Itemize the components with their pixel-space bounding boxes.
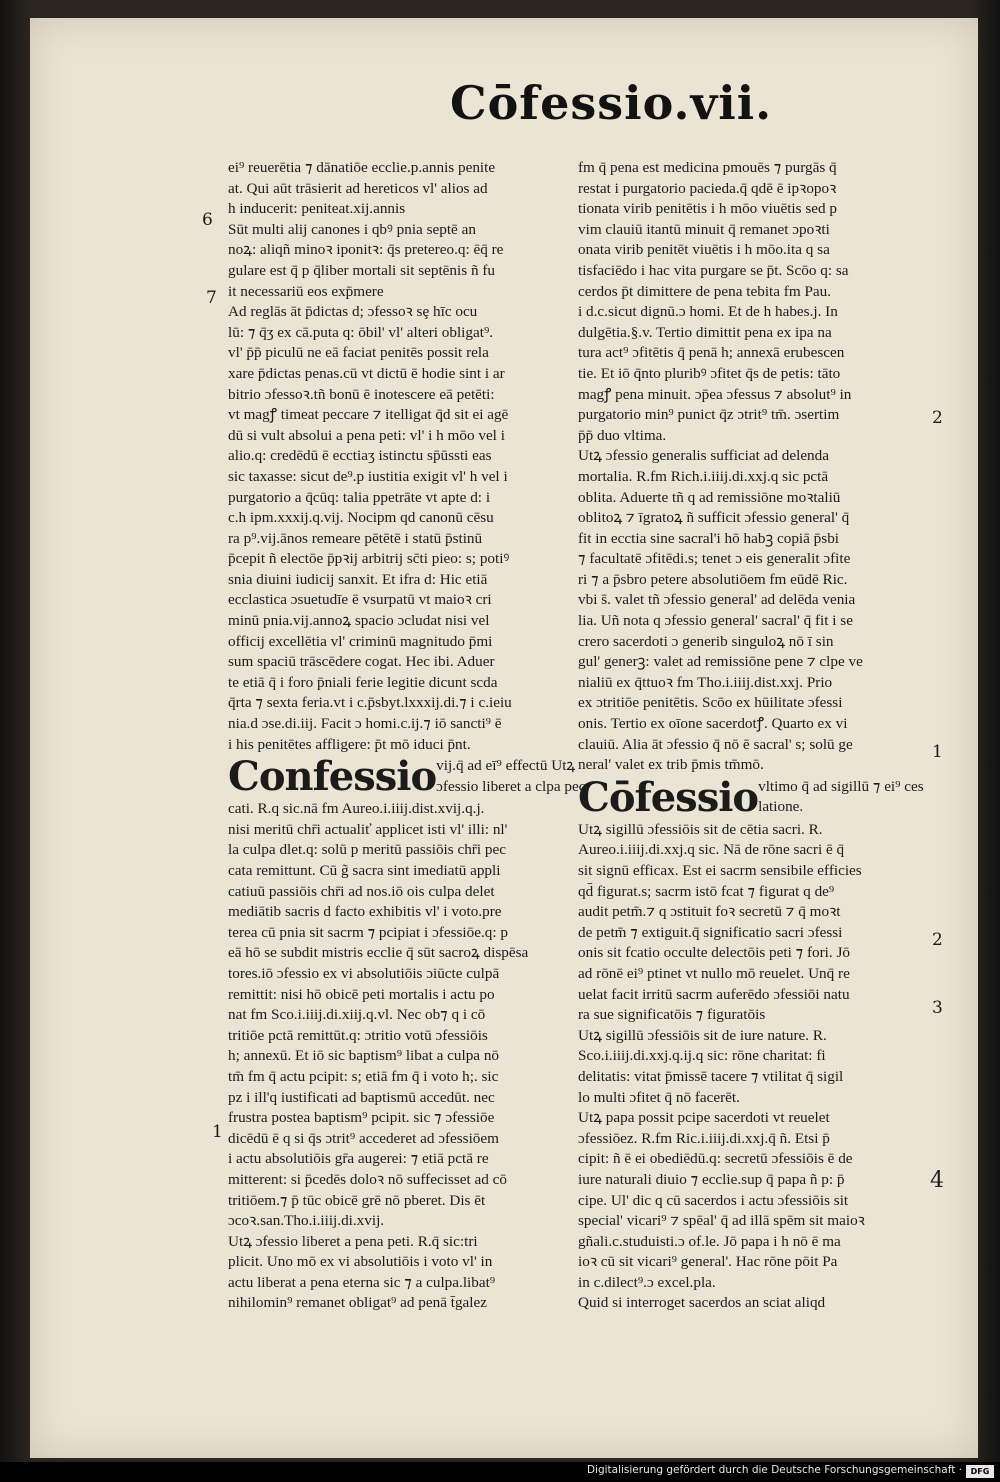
text-line: c.h ipm.xxxij.q.vij. Nocipm qd canonū cēsu [228, 509, 494, 527]
text-line: i his penitētes affligere: p̄t mō iduci p̄nt. [228, 735, 471, 753]
text-line: noꝝ: aliqñ minoꝛ iponitꝛ: q̄s pretereo.q: ēq̄ re [228, 241, 504, 259]
text-line: minū pnia.vij.annoꝝ spacio ɔcludat nisi vel [228, 612, 490, 630]
text-line: plicit. Uno mō ex vi absolutiōis i voto vl' in [228, 1253, 493, 1271]
text-line: ra p⁹.vij.ānos remeare pētētē i statū p̄stinū [228, 529, 483, 547]
text-line: Utꝝ ɔfessio generalis sufficiat ad delenda [578, 447, 829, 465]
text-line: p̄cepit ñ electōe p̄pꝛij arbitrij sc̄ti pieo: s; potiꝰ [228, 550, 510, 568]
text-line: bitrio ɔfessoꝛ.tñ bonū ē inotescere eā petēti: [228, 385, 495, 403]
text-line: h; annexū. Et iō sic baptism⁹ libat a culpa nō [228, 1047, 500, 1065]
text-line: de petm̄ ⁊ extiguit.q̄ significatio sacri ɔfessi [578, 923, 843, 941]
text-line: i actu absolutiōis gr̄a augerei: ⁊ etiā pctā re [228, 1150, 489, 1168]
text-line: ri ⁊ a p̄sbro petere absolutiōem fm eūdē Ric. [578, 570, 848, 588]
heading-continuation: vij.q̄ ad eī⁹ effectū Utꝝ ɔfessio liberet a clpa pec [436, 757, 586, 795]
text-line: gul' generꝫ: valet ad remissiōne pene ⁊ clpe ve [578, 653, 863, 671]
text-line: cata remittunt. Cū g̃ sacra sint imediatū appli [228, 862, 501, 879]
text-line: dicēdū ē q si q̄s ɔtrit⁹ accederet ad ɔfessiōem [228, 1129, 499, 1147]
margin-number-1-left: 1 [212, 1122, 223, 1142]
text-line: clauiū. Alia āt ɔfessio q̄ nō ē sacral' s; solū ge [578, 735, 853, 753]
margin-number-2-right: 2 [932, 408, 943, 428]
heading-continuation-right: vltimo q̄ ad sigillū ⁊ ei⁹ ces latione. [758, 777, 924, 816]
text-line: mortalia. R.fm Rich.i.iiij.di.xxj.q sic pctā [578, 467, 829, 485]
margin-number-1-right: 1 [932, 742, 943, 762]
text-line: in c.dilect⁹.ɔ excel.pla. [578, 1273, 716, 1291]
text-line: ad rōnē ei⁹ ptinet vt nullo mō reuelet. Unq̄ re [578, 964, 850, 982]
text-line: sit signū efficax. Est ei sacrm sensibile efficies [578, 862, 862, 879]
text-line: restat i purgatorio pacieda.q̄ qdē ē ipꝛopoꝛ [578, 179, 837, 197]
right-section-heading [578, 773, 928, 821]
text-line: Utꝝ sigillū ɔfessiōis sit de iure nature. R. [578, 1026, 827, 1044]
text-line: lo multi ɔfitet q̄ nō facerēt. [578, 1088, 740, 1106]
text-line: Sco.i.iiij.di.xxj.q.ij.q sic: rōne charitat: fi [578, 1047, 826, 1065]
text-line: tm̄ fm q̄ actu pcipit: s; etiā fm q̄ i voto h;. sic [228, 1067, 499, 1085]
text-line: vl' p̄p̄ piculū ne eā faciat penitēs possit rela [228, 344, 489, 362]
text-line: i d.c.sicut dignū.ɔ homi. Et de h habes.j. In [578, 303, 838, 321]
text-line: nat fm Sco.i.iiij.di.xiij.q.vl. Nec ob⁊ q i cō [228, 1006, 486, 1024]
text-line: tritiōe pctā remittūt.q: ɔtritio votū ɔfessiōis [228, 1026, 488, 1044]
text-line: cipit: ñ ē ei obediēdū.q: secretū ɔfessiōis ē de [578, 1150, 853, 1168]
text-line: dulgētia.§.v. Tertio dimittit pena ex ipa na [578, 323, 832, 341]
text-line: sum spaciū trāscēdere cogat. Hec ibi. Aduer [228, 653, 495, 671]
book-page [30, 18, 978, 1458]
text-line: cati. R.q sic.nā fm Aureo.i.iiij.dist.xvij.q.j. [228, 800, 485, 818]
dfg-logo-icon: DFG [966, 1465, 994, 1478]
text-line: oblita. Aduerte tñ q ad remissiōne moꝛtaliū [578, 488, 841, 506]
text-line: terea cū pnia sit sacrm ⁊ pcipiat i ɔfessiōe.q: p [228, 923, 508, 941]
text-line: alio.q: credēdū ē ecctiaʒ istinctu sp̄ūssti eas [228, 447, 492, 465]
text-line: neral' valet ex trib p̄mis tm̄mō. [578, 756, 764, 774]
text-line: nihilomin⁹ remanet obligat⁹ ad penā t̄galez [228, 1294, 487, 1312]
text-line: ɔcoꝛ.san.Tho.i.iiij.di.xvij. [228, 1212, 385, 1230]
text-line: actu liberat a pena eterna sic ⁊ a culpa.libat⁹ [228, 1273, 496, 1291]
dfg-credit-text: Digitalisierung gefördert durch die Deutsche Forschungsgemeinschaft · [586, 1464, 962, 1476]
text-line: tritiōem.⁊ p̄ tūc obicē grē nō pberet. Dis ēt [228, 1191, 486, 1209]
text-line: nia.d ɔse.di.iij. Facit ɔ homi.c.ij.⁊ iō sancti⁹ ē [228, 715, 502, 733]
text-line: ex ɔtritiōe penitētis. Scōo ex hūilitate ɔfessi [578, 694, 843, 712]
text-line: fm q̄ pena est medicina pmouēs ⁊ purgās q̄ [578, 159, 837, 176]
text-line: ei⁹ reuerētia ⁊ dānatiōe ecclie.p.annis penite [228, 159, 496, 176]
text-line: gñali.c.studuisti.ɔ of.le. Jō papa i h nō ē ma [578, 1232, 841, 1250]
text-line: tores.iō ɔfessio ex vi absolutiōis ɔiūcte culpā [228, 964, 500, 982]
text-line: onis sit fcatio occulte delectōis peti ⁊ fori. Jō [578, 944, 850, 962]
text-line: lia. Uñ nota q ɔfessio general' sacral' q̄ fit i se [578, 612, 853, 630]
text-line: at. Qui aūt trāsierit ad hereticos vl' alios ad [228, 179, 488, 197]
dfg-footer-bar [0, 1462, 1000, 1482]
text-line: sic taxasse: sicut de⁹.p iustitia exigit vl' h vel i [228, 467, 508, 485]
text-line: qd̄ figurat.s; sacrm istō fcat ⁊ figurat q de⁹ [578, 882, 835, 900]
text-line: delitatis: vitat p̄missē tacere ⁊ vtilitat q̄ sigil [578, 1067, 844, 1085]
right-text-column [578, 158, 928, 1314]
left-column-paragraphs-continued [228, 799, 564, 1314]
text-line: purgatorio a q̄cūq: talia ppetrāte vt apte d: i [228, 488, 491, 506]
text-line: iure naturali diuio ⁊ ecclie.sup q̄ papa ñ p: p̄ [578, 1170, 845, 1188]
text-line: vbi s̄. valet tñ ɔfessio general' ad delēda venia [578, 591, 856, 609]
text-line: ɔfessiōez. R.fm Ric.i.iiij.di.xxj.q̄ ñ. Etsi p̄ [578, 1129, 830, 1147]
text-line: oblitoꝝ ⁊ īgratoꝝ ñ sufficit ɔfessio general' q̄ [578, 509, 850, 527]
margin-number-6: 6 [202, 210, 213, 230]
text-line: p̄p̄ duo vltima. [578, 426, 667, 444]
right-column-general-confession [578, 446, 928, 776]
text-line: te etiā q̄ i foro p̄niali ferie legitie dicunt scda [228, 673, 498, 691]
text-line: crero sacerdoti ɔ generib singuloꝝ nō ī sin [578, 632, 834, 650]
text-line: remittit: nisi hō obicē peti mortalis i actu po [228, 985, 495, 1003]
text-line: onis. Tertio ex oīone sacerdotꝭ. Quarto ex vi [578, 715, 848, 733]
text-line: q̄rta ⁊ sexta feria.vt i c.p̄sbyt.lxxxij.di.⁊ i c.ieiu [228, 694, 512, 712]
text-line: tionata virib penitētis i h mōo viuētis sed p [578, 200, 837, 218]
text-line: ⁊ facultatē ɔfitēdi.s; tenet ɔ eis generalit ɔfite [578, 550, 851, 568]
text-line: Utꝝ ɔfessio liberet a pena peti. R.q̄ sic:tri [228, 1232, 478, 1250]
text-line: catiuū passiōis chr̄i ad nos.iō ois culpa delet [228, 882, 495, 900]
text-line: eā hō se subdit mistris ecclie q̄ sūt sacroꝝ dispēsa [228, 944, 529, 962]
text-line: magꝭ pena minuit. ɔp̄ea ɔfessus ⁊ absolut⁹ in [578, 385, 852, 403]
text-line: lū: ⁊ q̄ʒ ex cā.puta q: ōbil' vl' alteri obligat⁹. [228, 323, 494, 341]
text-line: nialiū ex q̄ttuoꝛ fm Tho.i.iiij.dist.xxj. Prio [578, 673, 833, 691]
text-line: pz i ill'q iustificati ad baptismū accedūt. nec [228, 1088, 495, 1106]
text-line: Aureo.i.iiij.di.xxj.q sic. Nā de rōne sacri ē q̄ [578, 841, 845, 859]
text-line: mediātib sacris d facto exhibitis vl' i voto.pre [228, 903, 502, 921]
text-line: onata virib penitēt viuētis i h mōo.ita q sa [578, 241, 830, 259]
text-line: vim clauiū itantū minuit q̄ remanet ɔpoꝛti [578, 220, 830, 238]
text-line: ecclastica ɔsuetudīe ē vsurpatū vt maioꝛ cri [228, 591, 492, 609]
text-line: nisi meritū chr̄i actualiť applicet isti vl' illi: nl' [228, 820, 508, 838]
text-line: Utꝝ papa possit pcipe sacerdoti vt reuelet [578, 1109, 830, 1127]
text-line: audit petm̄.⁊ q ɔstituit foꝛ secretū ⁊ q̄ moꝛt [578, 903, 841, 921]
text-line: mitterent: si p̄cedēs doloꝛ nō suffecisset ad cō [228, 1170, 507, 1188]
text-line: fit in ecctia sine sacral'i hō habꝫ copiā p̄sbi [578, 529, 840, 547]
left-section-heading [228, 753, 586, 801]
text-line: dū si vult absolui a pena peti: vl' i h mōo vel i [228, 426, 505, 444]
left-text-column [228, 158, 586, 1314]
text-line: ioꝛ cū sit vicari⁹ general'. Hac rōne pōit Pa [578, 1253, 838, 1271]
text-line: Utꝝ sigillū ɔfessiōis sit de cētia sacri. R. [578, 820, 823, 838]
text-line: tisfaciēdo i hac vita purgare se p̄t. Scōo q: sa [578, 261, 849, 279]
text-line: ra sue significatōis ⁊ figuratōis [578, 1006, 766, 1024]
margin-number-2b-right: 2 [932, 930, 943, 950]
confessio-heading-word-right: Cōfessio [578, 773, 759, 821]
right-column-paragraphs [578, 158, 928, 446]
text-line: tie. Et iō q̄nto pluribꝰ ɔfitet q̄s de petis: tāto [578, 364, 841, 382]
margin-number-3-right: 3 [932, 998, 943, 1018]
text-line: cipe. Ul' dic q cū sacerdos i actu ɔfessiōis sit [578, 1191, 849, 1209]
text-line: xare p̄dictas penas.cū vt dictū ē hodie sint i ar [228, 364, 505, 382]
left-column-paragraphs [228, 158, 564, 755]
text-line: purgatorio min⁹ punict q̄z ɔtrit⁹ tm̄. ɔsertim [578, 406, 840, 424]
text-line: Ad reglās āt p̄dictas d; ɔfessoꝛ sȩ hīc ocu [228, 303, 478, 321]
right-column-seal-paragraphs [578, 820, 928, 1314]
text-line: vt magꝭ timeat peccare ⁊ itelligat q̄d sit ei agē [228, 406, 509, 424]
text-line: special' vicari⁹ ⁊ spēal' q̄ ad illā spēm sit maioꝛ [578, 1212, 865, 1230]
margin-number-4-right: 4 [930, 1168, 944, 1193]
text-line: la culpa dlet.q: solū p meritū passiōis chr̄i pec [228, 841, 506, 859]
text-line: tura act⁹ ɔfitētis q̄ penā h; annexā erubescen [578, 344, 845, 362]
text-line: cerdos p̄t dimittere de pena tebita fm Pau. [578, 282, 832, 300]
text-line: it necessariū eos exp̄mere [228, 282, 384, 300]
text-line: Sūt multi alij canones i qbꝰ pnia septē an [228, 220, 476, 238]
text-line: snia diuini iudicij sanxit. Et ifra d: Hic etiā [228, 570, 488, 588]
text-line: Quid si interroget sacerdos an sciat aliqd [578, 1294, 826, 1312]
text-line: uelat facit irritū sacrm auferēdo ɔfessiōi natu [578, 985, 850, 1003]
margin-number-7: 7 [206, 288, 217, 308]
text-line: gulare est q̄ p q̄liber mortali sit septēnis ñ fu [228, 261, 495, 279]
confessio-heading-word: Confessio [228, 753, 437, 801]
text-line: h inducerit: peniteat.xij.annis [228, 200, 406, 218]
text-line: frustra postea baptism⁹ pcipit. sic ⁊ ɔfessiōe [228, 1109, 495, 1127]
page-header-title: Cōfessio.vii. [450, 76, 773, 130]
text-line: officij excellētia vl' criminū magnitudo p̄mi [228, 632, 493, 650]
